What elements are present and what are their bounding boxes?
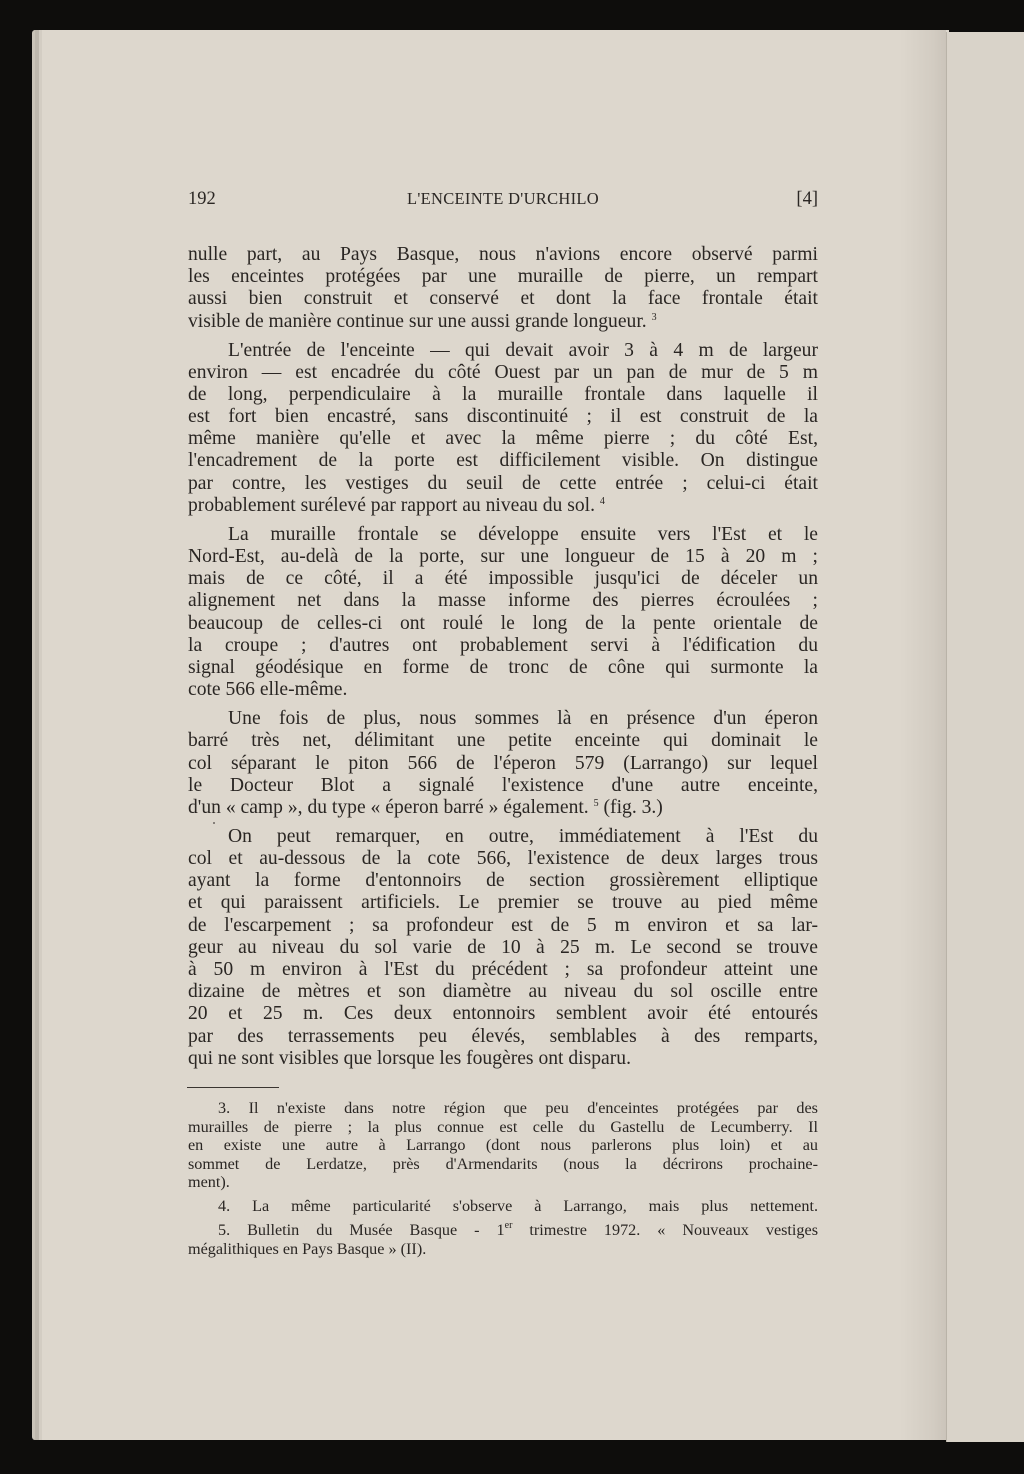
footnote-line: 3. Il n'existe dans notre région que peu d'enceintes protégées par des bbox=[218, 1099, 818, 1117]
text-line: geur au niveau du sol varie de 10 à 25 m. Le second se trouve bbox=[188, 936, 818, 958]
text-line: On peut remarquer, en outre, immédiatement à l'Est du bbox=[228, 825, 818, 847]
text-line-content: d'un « camp », du type « éperon barré » également. bbox=[188, 796, 589, 818]
text-line: ayant la forme d'entonnoirs de section grossièrement elliptique bbox=[188, 870, 818, 892]
book-page-right-edge bbox=[946, 32, 1024, 1442]
text-line bbox=[188, 311, 818, 333]
footnote-line: sommet de Lerdatze, près d'Armendarits (nous la décrirons prochaine- bbox=[188, 1154, 818, 1173]
text-line: nulle part, au Pays Basque, nous n'avions encore observé parmi bbox=[188, 244, 818, 265]
text-line: est fort bien encastré, sans discontinuité ; il est construit de la bbox=[188, 406, 818, 428]
footnote-line: en existe une autre à Larrango (dont nous parlerons plus loin) et au bbox=[188, 1136, 818, 1154]
footnote-line bbox=[188, 1221, 818, 1240]
footnote-5 bbox=[188, 1221, 818, 1258]
footnote-separator bbox=[187, 1087, 279, 1088]
paragraph bbox=[188, 340, 818, 518]
print-speck bbox=[213, 822, 215, 824]
text-line-content: visible de manière continue sur une aussi grande longueur. bbox=[188, 310, 647, 332]
text-line: cote 566 elle-même. bbox=[188, 679, 348, 701]
paragraph bbox=[188, 708, 818, 819]
paragraph bbox=[188, 826, 818, 1070]
footnote-ref[interactable]: 5 bbox=[593, 797, 599, 809]
section-number: [4] bbox=[796, 189, 818, 209]
figure-reference: (fig. 3.) bbox=[598, 796, 663, 818]
text-line: L'entrée de l'enceinte — qui devait avoir 3 à 4 m de largeur bbox=[228, 339, 818, 361]
text-line: col et au-dessous de la cote 566, l'existence de deux larges trous bbox=[188, 848, 818, 870]
footnote-line: 4. La même particularité s'observe à Larrango, mais plus nettement. bbox=[218, 1197, 818, 1215]
footnote-4 bbox=[188, 1197, 818, 1216]
paragraph bbox=[188, 524, 818, 702]
text-line: à 50 m environ à l'Est du précédent ; sa profondeur atteint une bbox=[188, 959, 818, 980]
footnote-ref[interactable]: 3 bbox=[651, 311, 657, 323]
text-line: les enceintes protégées par une muraille de pierre, un rempart bbox=[188, 266, 818, 288]
text-line-content: probablement surélevé par rapport au niveau du sol. bbox=[188, 494, 595, 516]
page-number: 192 bbox=[188, 189, 216, 209]
body-text bbox=[188, 244, 818, 1077]
text-line: de l'escarpement ; sa profondeur est de 5 m environ et sa lar- bbox=[188, 914, 818, 936]
text-line: signal géodésique en forme de tronc de cône qui surmonte la bbox=[188, 656, 818, 678]
footnote-text: 5. Bulletin du Musée Basque - 1 bbox=[218, 1221, 505, 1239]
text-line: beaucoup de celles-ci ont roulé le long de la pente orientale de bbox=[188, 612, 818, 634]
text-line bbox=[188, 797, 818, 819]
running-head bbox=[188, 189, 818, 213]
text-line: le Docteur Blot a signalé l'existence d'une autre enceinte, bbox=[188, 774, 818, 796]
text-line: alignement net dans la masse informe des pierres écroulées ; bbox=[188, 590, 818, 612]
text-line: de long, perpendiculaire à la muraille frontale dans laquelle il bbox=[188, 383, 818, 405]
text-line: la croupe ; d'autres ont probablement servi à l'édification du bbox=[188, 634, 818, 656]
text-line: barré très net, délimitant une petite enceinte qui dominait le bbox=[188, 730, 818, 752]
text-line: mais de ce côté, il a été impossible jusqu'ici de déceler un bbox=[188, 568, 818, 590]
running-title: L'ENCEINTE D'URCHILO bbox=[406, 189, 600, 208]
footnotes bbox=[188, 1099, 818, 1264]
text-line: Nord-Est, au-delà de la porte, sur une longueur de 15 à 20 m ; bbox=[188, 546, 818, 568]
text-line: même manière qu'elle et avec la même pierre ; du côté Est, bbox=[188, 428, 818, 450]
footnote-text: trimestre 1972. « Nouveaux vestiges bbox=[512, 1221, 818, 1239]
text-line: et qui paraissent artificiels. Le premier se trouve au pied même bbox=[188, 892, 818, 914]
text-line: 20 et 25 m. Ces deux entonnoirs semblent avoir été entourés bbox=[188, 1003, 818, 1025]
text-line: La muraille frontale se développe ensuite vers l'Est et le bbox=[228, 523, 818, 545]
text-line: par des terrassements peu élevés, semblables à des remparts, bbox=[188, 1025, 818, 1047]
text-line: Une fois de plus, nous sommes là en présence d'un éperon bbox=[228, 708, 818, 730]
text-line: aussi bien construit et conservé et dont la face frontale était bbox=[188, 288, 818, 310]
footnote-line: mégalithiques en Pays Basque » (II). bbox=[188, 1239, 427, 1258]
text-line: par contre, les vestiges du seuil de cette entrée ; celui-ci était bbox=[188, 472, 818, 494]
text-line: environ — est encadrée du côté Ouest par un pan de mur de 5 m bbox=[188, 361, 818, 383]
paragraph bbox=[188, 244, 818, 333]
text-line: col séparant le piton 566 de l'éperon 579 (Larrango) sur lequel bbox=[188, 752, 818, 774]
ordinal-superscript: er bbox=[504, 1220, 513, 1231]
footnote-line: ment). bbox=[188, 1173, 230, 1191]
footnote-line: murailles de pierre ; la plus connue est celle du Gastellu de Lecumberry. Il bbox=[188, 1117, 818, 1136]
text-line: l'encadrement de la porte est difficilement visible. On distingue bbox=[188, 450, 818, 472]
footnote-ref[interactable]: 4 bbox=[599, 495, 605, 507]
text-line: dizaine de mètres et son diamètre au niveau du sol oscille entre bbox=[188, 981, 818, 1003]
footnote-3 bbox=[188, 1099, 818, 1192]
text-line bbox=[188, 495, 818, 517]
text-line: qui ne sont visibles que lorsque les fougères ont disparu. bbox=[188, 1047, 631, 1069]
